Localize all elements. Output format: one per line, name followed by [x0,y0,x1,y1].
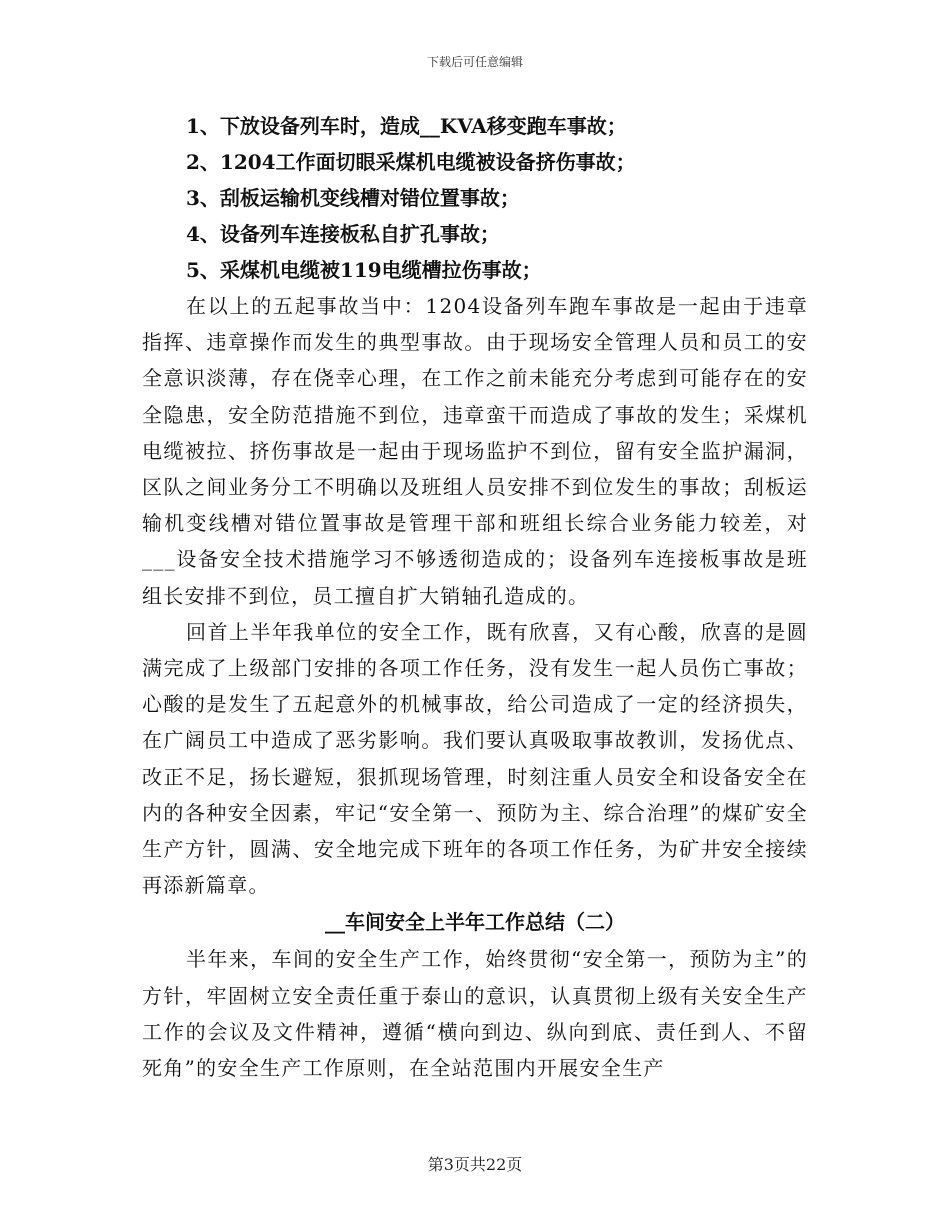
document-body [142,108,808,1086]
list-item: 3、刮板运输机变线槽对错位置事故； [186,186,520,210]
section-title: __车间安全上半年工作总结（二） [325,910,625,935]
list-item: 5、采煤机电缆被119电缆槽拉伤事故； [186,258,542,282]
paragraph-half-year-review: 回首上半年我单位的安全工作，既有欣喜，又有心酸，欣喜的是圆满完成了上级部门安排的各项工作任务，没有发生一起人员伤亡事故；心酸的是发生了五起意外的机械事故，给公司造成了一定的经济损失，在广阔员工中造成了恶劣影响。我们要认真吸取事故教训，发扬优点、改正不足，扬长避短，狠抓现场管理，时刻注重人员安全和设备安全在内的各种安全因素，牢记“安全第一、预防为主、综合治理”的煤矿安全生产方针，圆满、安全地完成下班年的各项工作任务，为矿井安全接续再添新篇章。 [142,619,808,898]
paragraph-accident-analysis: 在以上的五起事故当中：1204设备列车跑车事故是一起由于违章指挥、违章操作而发生的典型事故。由于现场安全管理人员和员工的安全意识淡薄，存在侥幸心理，在工作之前未能充分考虑到可能存在的安全隐患，安全防范措施不到位，违章蛮干而造成了事故的发生；采煤机电缆被拉、挤伤事故是一起由于现场监护不到位，留有安全监护漏洞，区队之间业务分工不明确以及班组人员安排不到位发生的事故；刮板运输机变线槽对错位置事故是管理干部和班组长综合业务能力较差，对___设备安全技术措施学习不够透彻造成的；设备列车连接板事故是班组长安排不到位，员工擅自扩大销轴孔造成的。 [142,294,808,608]
page-number: 第3页共22页 [427,1155,523,1174]
list-item: 2、1204工作面切眼采煤机电缆被设备挤伤事故； [186,150,636,174]
list-item: 1、下放设备列车时，造成__KVA移变跑车事故； [186,114,627,138]
paragraph-section-two: 半年来，车间的安全生产工作，始终贯彻“安全第一，预防为主”的方针，牢固树立安全责任重于泰山的意识，认真贯彻上级有关安全生产工作的会议及文件精神，遵循“横向到边、纵向到底、责任到人、不留死角”的安全生产工作原则，在全站范围内开展安全生产 [142,947,808,1081]
page-header-note: 下载后可任意编辑 [426,55,523,69]
list-item: 4、设备列车连接板私自扩孔事故； [186,222,500,246]
